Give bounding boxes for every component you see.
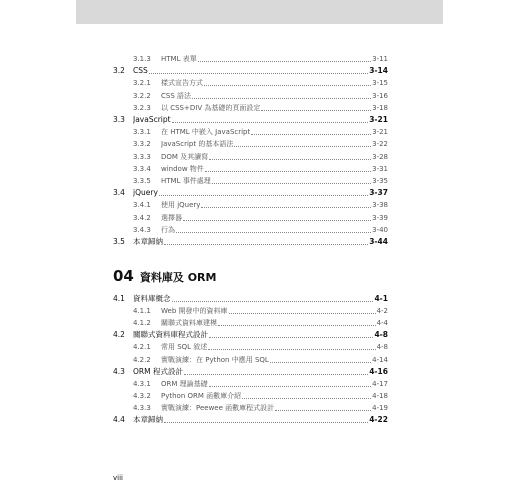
toc-entry-number: 3.5: [113, 237, 125, 246]
dot-leader: [229, 312, 376, 314]
toc-entry-number: 3.4.3: [133, 225, 151, 234]
dot-leader: [218, 324, 376, 326]
toc-section-entry: [113, 329, 388, 341]
toc-subsection-entry: [133, 354, 388, 366]
toc-subsection-entry: [133, 151, 388, 163]
toc-subsection-entry: [133, 175, 388, 187]
toc-entry-title: ORM 理論基礎: [161, 379, 208, 388]
dot-leader: [204, 84, 371, 86]
toc-entry-title: CSS 語法: [161, 91, 191, 100]
toc-entry-title: 樣式宣告方式: [161, 79, 203, 88]
toc-subsection-entry: [133, 102, 388, 114]
toc-entry-number: 3.3.4: [133, 164, 151, 173]
toc-entry-page: 3-22: [372, 140, 388, 149]
dot-leader: [172, 300, 374, 302]
toc-entry-number: 3.4.1: [133, 201, 151, 210]
toc-entry-page: 3-44: [369, 237, 388, 246]
dot-leader: [201, 206, 371, 208]
toc-entry-number: 3.3.5: [133, 177, 151, 185]
toc-entry-number: 4.3.3: [133, 403, 151, 412]
toc-entry-number: 4.3.2: [133, 391, 151, 400]
dot-leader: [164, 421, 368, 423]
toc-entry-title: Python ORM 函數庫介紹: [161, 391, 242, 400]
toc-subsection-entry: [133, 90, 388, 102]
chapter-number: 04: [113, 267, 134, 285]
toc-entry-number: 4.1: [113, 294, 125, 303]
toc-entry-page: 4-18: [372, 391, 388, 400]
dot-leader: [208, 348, 375, 350]
toc-entry-page: 4-22: [369, 415, 388, 424]
toc-subsection-entry: [133, 224, 388, 236]
toc-section-entry: [113, 187, 388, 199]
toc-entry-number: 3.2.3: [133, 103, 151, 112]
toc-entry-title: 實戰演練：在 Python 中應用 SQL: [161, 355, 269, 364]
toc-entry-title: 關聯式資料庫建模: [161, 319, 217, 328]
toc-entry-title: window 物件: [161, 164, 204, 173]
toc-entry-number: 4.1.2: [133, 319, 151, 328]
dot-leader: [149, 72, 368, 74]
dot-leader: [209, 336, 373, 338]
toc-entry-number: 3.4.2: [133, 213, 151, 222]
toc-entry-page: 3-21: [372, 128, 388, 137]
dot-leader: [275, 409, 371, 411]
toc-entry-page: 4-16: [369, 366, 388, 376]
toc-entry-number: 4.2: [113, 330, 125, 340]
toc-section-entry: [113, 414, 388, 426]
dot-leader: [251, 133, 371, 135]
dot-leader: [184, 373, 368, 375]
dot-leader: [261, 109, 371, 111]
chapter-heading: [113, 267, 216, 285]
toc-entry-page: 3-28: [372, 152, 388, 161]
toc-section-entry: [113, 293, 388, 305]
toc-entry-page: 4-14: [372, 355, 388, 364]
toc-entry-page: 4-2: [376, 307, 388, 316]
toc-entry-title: Web 開發中的資料庫: [161, 307, 228, 316]
toc-entry-title: 常用 SQL 敘述: [161, 343, 208, 352]
toc-subsection-entry: [133, 390, 388, 402]
toc-entry-number: 4.1.1: [133, 307, 151, 316]
toc-entry-title: 實戰演練：Peewee 函數庫程式設計: [161, 403, 275, 412]
toc-entry-page: 3-40: [372, 225, 388, 234]
toc-subsection-entry: [133, 77, 388, 89]
page-number: viii: [113, 474, 123, 482]
toc-entry-number: 4.3.1: [133, 379, 151, 388]
toc-entry-number: 3.3.2: [133, 140, 151, 149]
toc-subsection-entry: [133, 138, 388, 150]
toc-entry-page: 4-19: [372, 403, 388, 412]
dot-leader: [209, 385, 371, 387]
toc-entry-title: 選擇器: [161, 213, 182, 222]
toc-section-entry: [113, 114, 388, 126]
toc-entry-page: 3-14: [369, 66, 388, 76]
dot-leader: [205, 170, 371, 172]
toc-entry-title: JavaScript 的基本語法: [161, 140, 234, 149]
toc-entry-title: 本章歸納: [133, 237, 163, 246]
toc-entry-page: 3-11: [372, 55, 388, 63]
toc-entry-page: 3-18: [372, 103, 388, 112]
dot-leader: [183, 219, 371, 221]
toc-entry-number: 3.3.3: [133, 152, 151, 161]
toc-entry-title: 行為: [161, 225, 175, 234]
toc-entry-page: 3-39: [372, 213, 388, 222]
toc-entry-title: 在 HTML 中嵌入 JavaScript: [161, 128, 251, 137]
toc-entry-page: 3-21: [369, 115, 388, 124]
toc-entry-title: HTML 表單: [161, 55, 197, 63]
toc-entry-number: 3.4: [113, 188, 125, 198]
dot-leader: [270, 361, 371, 363]
toc-subsection-entry: [133, 53, 388, 65]
toc-entry-page: 3-31: [372, 164, 388, 173]
toc-section-entry: [113, 65, 388, 77]
toc-entry-number: 4.4: [113, 415, 125, 424]
toc-subsection-entry: [133, 402, 388, 414]
toc-entry-number: 3.3.1: [133, 128, 151, 137]
toc-entry-page: 4-17: [372, 379, 388, 388]
toc-entry-number: 3.3: [113, 115, 125, 124]
dot-leader: [198, 60, 371, 62]
toc-section-entry: [113, 236, 388, 248]
toc-entry-title: jQuery: [133, 188, 158, 198]
toc-entry-number: 3.2.1: [133, 79, 151, 88]
toc-section-entry: [113, 366, 388, 378]
toc-entry-page: 3-37: [369, 188, 388, 198]
toc-entry-title: 以 CSS+DIV 為基礎的頁面設定: [161, 103, 261, 112]
toc-entry-number: 4.3: [113, 366, 125, 376]
toc-entry-title: 關聯式資料庫程式設計: [133, 330, 208, 340]
toc-subsection-entry: [133, 163, 388, 175]
toc-entry-title: JavaScript: [133, 115, 171, 124]
toc-entry-page: 3-15: [372, 79, 388, 88]
toc-entry-page: 3-35: [372, 177, 388, 185]
toc-entry-title: HTML 事件處理: [161, 177, 211, 185]
toc-entry-number: 4.2.1: [133, 343, 151, 352]
header-bar: [76, 0, 443, 24]
toc-entry-title: 本章歸納: [133, 415, 163, 424]
dot-leader: [159, 194, 368, 196]
toc-entry-page: 4-8: [374, 330, 388, 340]
dot-leader: [192, 97, 371, 99]
toc-subsection-entry: [133, 199, 388, 211]
toc-subsection-entry: [133, 126, 388, 138]
toc-subsection-entry: [133, 317, 388, 329]
toc-subsection-entry: [133, 305, 388, 317]
toc-entry-title: 使用 jQuery: [161, 201, 201, 210]
toc-entry-number: 3.2.2: [133, 91, 151, 100]
toc-subsection-entry: [133, 212, 388, 224]
toc-entry-page: 4-8: [376, 343, 388, 352]
toc-entry-page: 3-38: [372, 201, 388, 210]
toc-entry-number: 3.1.3: [133, 55, 151, 63]
toc-entry-title: CSS: [133, 66, 148, 76]
toc-subsection-entry: [133, 341, 388, 353]
dot-leader: [209, 158, 371, 160]
toc-entry-page: 3-16: [372, 91, 388, 100]
dot-leader: [242, 397, 371, 399]
toc-entry-title: ORM 程式設計: [133, 366, 183, 376]
toc-entry-number: 4.2.2: [133, 355, 151, 364]
dot-leader: [212, 182, 371, 184]
dot-leader: [234, 145, 371, 147]
toc-subsection-entry: [133, 378, 388, 390]
toc-entry-title: 資料庫概念: [133, 294, 171, 303]
toc-entry-page: 4-4: [376, 319, 388, 328]
chapter-title: 資料庫及 ORM: [139, 271, 217, 284]
toc-entry-title: DOM 及其讀寫: [161, 152, 209, 161]
dot-leader: [172, 121, 369, 123]
dot-leader: [176, 231, 371, 233]
toc-entry-page: 4-1: [374, 294, 388, 303]
dot-leader: [164, 243, 368, 245]
toc-entry-number: 3.2: [113, 66, 125, 76]
